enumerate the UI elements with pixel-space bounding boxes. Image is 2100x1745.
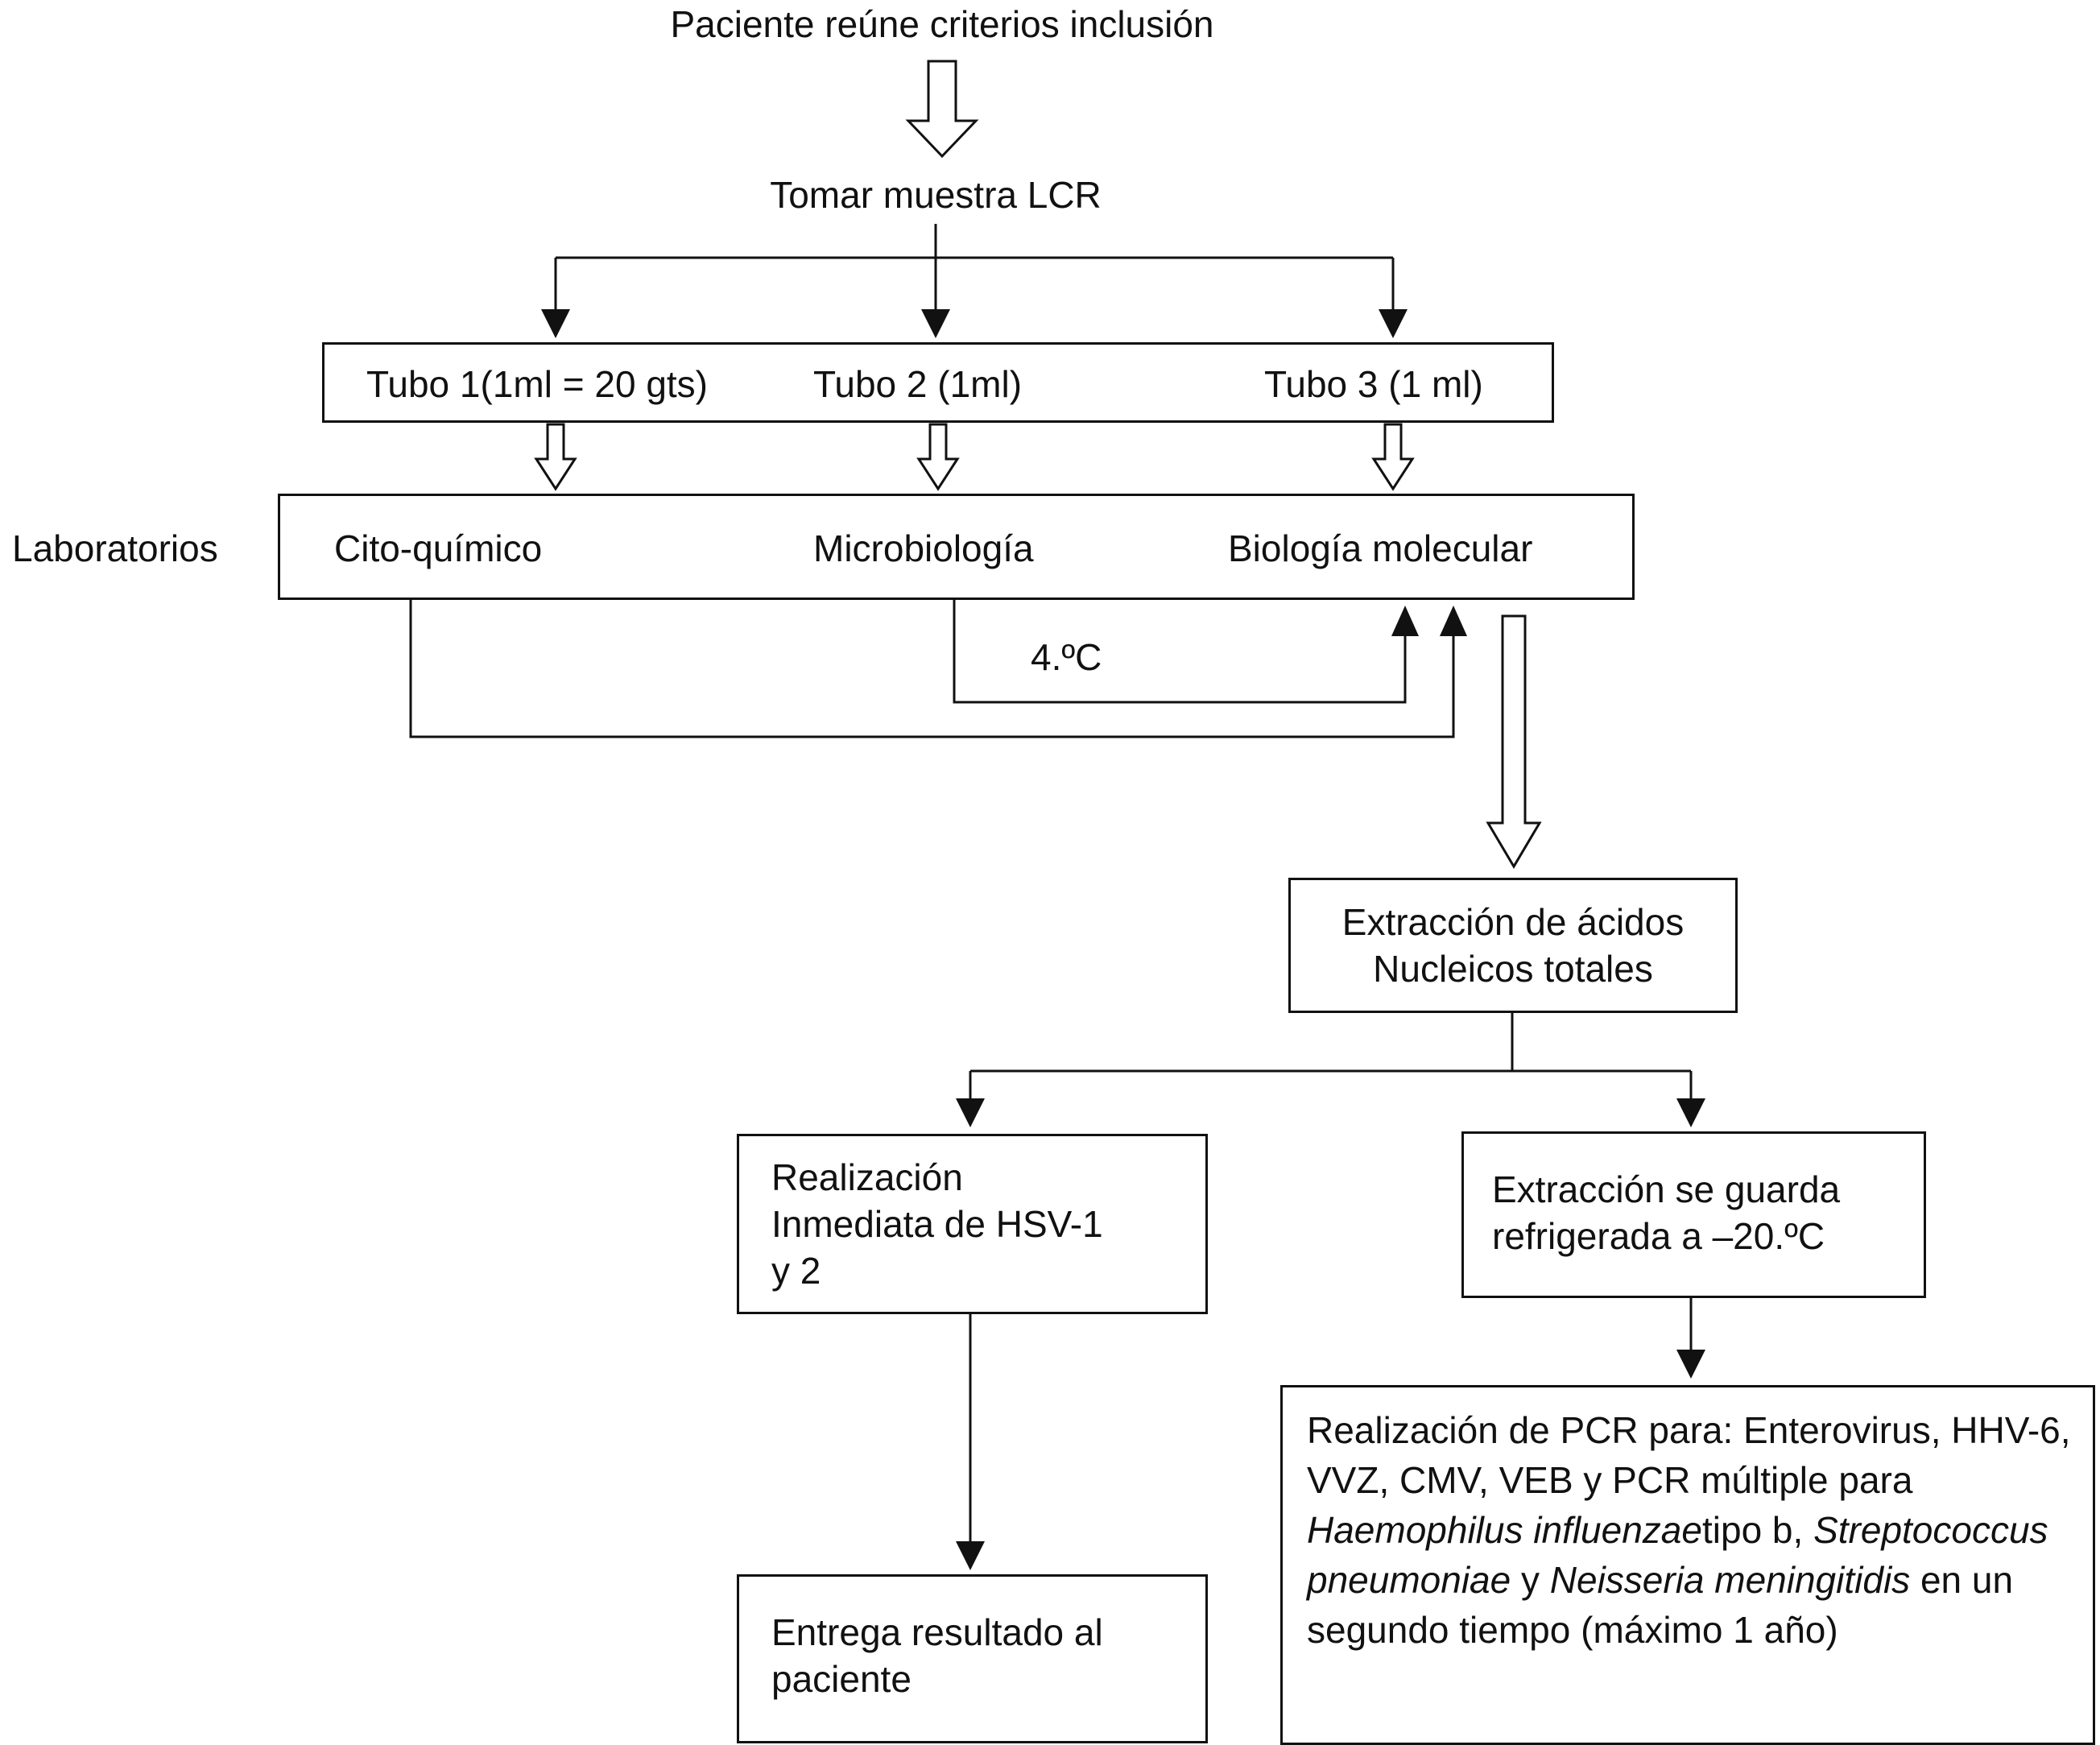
temperature-label: 4.ºC xyxy=(1031,636,1102,678)
node-sample: Tomar muestra LCR xyxy=(770,174,1102,216)
extraction-line1: Extracción de ácidos xyxy=(1341,901,1685,943)
pcr-seg4-species: Streptococcus pneumoniae xyxy=(1307,1509,2048,1601)
pcr-seg5: y xyxy=(1511,1559,1550,1601)
storage-line1: Extracción se guarda xyxy=(1492,1168,1841,1210)
pcr-seg2-species: Haemophilus influenzae xyxy=(1307,1509,1702,1551)
hsv-line1: Realización xyxy=(771,1156,963,1198)
connector-storage-to-pcr xyxy=(1676,1298,1705,1379)
extraction-line2: Nucleicos totales xyxy=(1373,948,1653,990)
arrow-biologia-to-extraccion xyxy=(1488,616,1540,866)
extraction-box xyxy=(1288,878,1738,1013)
storage-box xyxy=(1461,1131,1926,1298)
arrow-tube3-to-lab xyxy=(1374,424,1412,489)
tube2-label: Tubo 2 (1ml) xyxy=(813,363,1023,405)
tube3-label: Tubo 3 (1 ml) xyxy=(1264,363,1483,405)
hsv-box xyxy=(737,1134,1208,1314)
connector-hsv-to-result xyxy=(956,1314,985,1570)
laboratorios-label: Laboratorios xyxy=(12,527,218,569)
connector-citoquimico-to-biologia xyxy=(411,600,1467,737)
arrow-tube1-to-lab xyxy=(536,424,575,489)
result-box xyxy=(737,1574,1208,1743)
pcr-seg6-species: Neisseria meningitidis xyxy=(1549,1559,1911,1601)
lab-biologia-molecular-label: Biología molecular xyxy=(1228,527,1533,569)
result-line1: Entrega resultado al xyxy=(771,1611,1103,1653)
connector-sample-to-tubes xyxy=(541,224,1408,338)
connector-microbiologia-to-biologia xyxy=(954,600,1419,702)
pcr-text xyxy=(1307,1405,2072,1655)
hsv-line3: y 2 xyxy=(771,1250,821,1292)
pcr-seg1: Realización de PCR para: Enterovirus, HHV-6, VVZ, CMV, VEB y PCR múltiple para xyxy=(1307,1409,2071,1501)
lab-citoquimico-label: Cito-químico xyxy=(334,527,543,569)
hsv-line2: Inmediata de HSV-1 xyxy=(771,1203,1103,1245)
tube1-label: Tubo 1(1ml = 20 gts) xyxy=(366,363,708,405)
arrow-tube2-to-lab xyxy=(919,424,957,489)
pcr-seg7: en un segundo tiempo (máximo 1 año) xyxy=(1307,1559,2014,1651)
pcr-box xyxy=(1280,1385,2095,1745)
lab-microbiologia-label: Microbiología xyxy=(813,527,1034,569)
storage-line2: refrigerada a –20.ºC xyxy=(1492,1215,1825,1257)
result-line2: paciente xyxy=(771,1658,912,1700)
arrow-start-to-sample xyxy=(908,61,976,156)
node-start: Paciente reúne criterios inclusión xyxy=(670,3,1214,45)
connector-extraccion-split xyxy=(956,1013,1705,1127)
pcr-seg3: tipo b, xyxy=(1701,1509,1814,1551)
